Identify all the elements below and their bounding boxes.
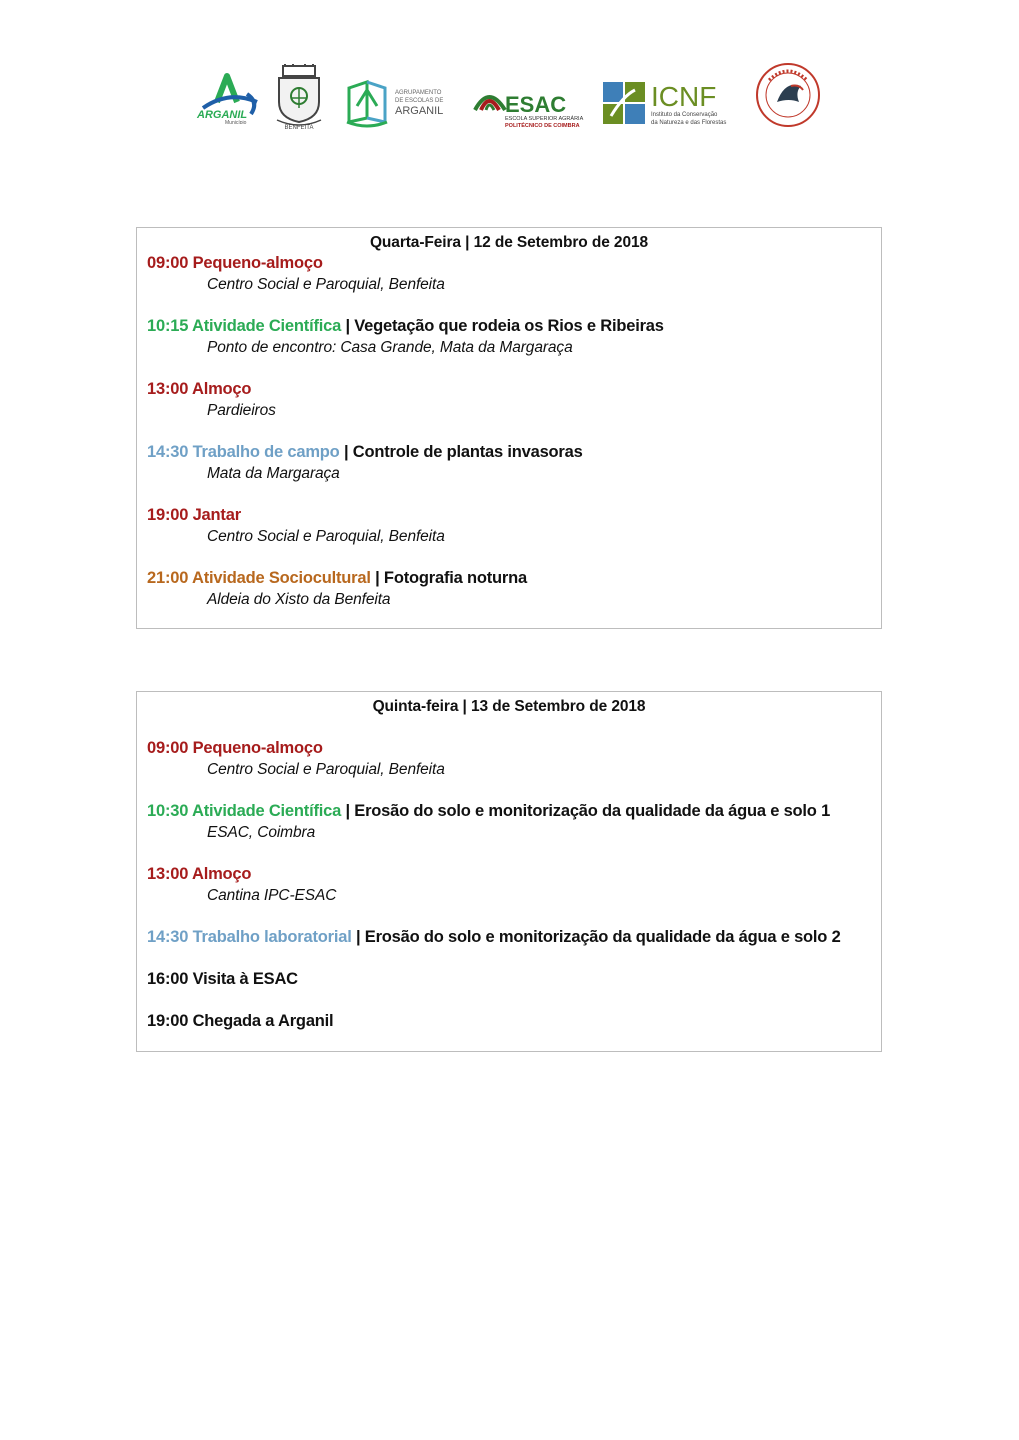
event-detail: | Vegetação que rodeia os Rios e Ribeiras bbox=[341, 317, 664, 335]
event-location: Mata da Margaraça bbox=[207, 465, 340, 482]
benfeita-crest-logo bbox=[273, 64, 325, 130]
esac-logo bbox=[471, 78, 589, 130]
icnf-logo bbox=[601, 76, 741, 130]
agrupamento-logo bbox=[345, 78, 457, 130]
event-item bbox=[147, 927, 881, 948]
event-time-label: 19:00 Chegada a Arganil bbox=[147, 1012, 334, 1030]
esac-logo-name: ESAC bbox=[505, 92, 567, 117]
event-list bbox=[137, 253, 881, 610]
event-time-label: 14:30 Trabalho laboratorial bbox=[147, 928, 352, 946]
agrupamento-line1: AGRUPAMENTO bbox=[395, 90, 442, 96]
arganil-logo-text: ARGANIL bbox=[197, 109, 248, 121]
day-schedule-box bbox=[136, 227, 882, 629]
agrupamento-line2: DE ESCOLAS DE bbox=[395, 98, 444, 104]
icnf-logo-name: ICNF bbox=[651, 81, 717, 112]
agrupamento-line3: ARGANIL bbox=[395, 105, 444, 117]
event-item bbox=[147, 442, 881, 484]
event-time-label: 21:00 Atividade Sociocultural bbox=[147, 569, 371, 587]
event-location: Pardieiros bbox=[207, 402, 276, 419]
event-time-label: 10:30 Atividade Científica bbox=[147, 802, 342, 820]
event-detail: | Erosão do solo e monitorização da qualidade da água e solo 1 bbox=[341, 802, 831, 820]
event-item bbox=[147, 738, 881, 780]
event-detail: | Fotografia noturna bbox=[370, 569, 527, 587]
event-item bbox=[147, 316, 881, 358]
event-item bbox=[147, 1011, 881, 1032]
event-location: Aldeia do Xisto da Benfeita bbox=[207, 591, 391, 608]
crest-logo-text: BENFEITA bbox=[284, 125, 314, 130]
event-location: ESAC, Coimbra bbox=[207, 824, 316, 841]
icnf-logo-line2: da Natureza e das Florestas bbox=[651, 120, 727, 126]
event-detail: | Erosão do solo e monitorização da qualidade da água e solo 2 bbox=[351, 928, 841, 946]
event-item bbox=[147, 379, 881, 421]
event-location: Centro Social e Paroquial, Benfeita bbox=[207, 761, 445, 778]
arganil-logo bbox=[195, 72, 263, 124]
event-time-label: 13:00 Almoço bbox=[147, 865, 252, 883]
event-item bbox=[147, 864, 881, 906]
event-item bbox=[147, 969, 881, 990]
event-time-label: 09:00 Pequeno-almoço bbox=[147, 739, 323, 757]
event-location: Centro Social e Paroquial, Benfeita bbox=[207, 276, 445, 293]
event-location: Ponto de encontro: Casa Grande, Mata da Margaraça bbox=[207, 339, 573, 356]
event-list bbox=[137, 738, 881, 1032]
partner-logos bbox=[195, 60, 825, 140]
icnf-logo-line1: Instituto da Conservação bbox=[651, 112, 718, 118]
arganil-logo-sub: Município bbox=[225, 120, 247, 124]
event-time-label: 16:00 Visita à ESAC bbox=[147, 970, 298, 988]
paisagem-protegida-seal-logo bbox=[755, 62, 821, 128]
event-time-label: 13:00 Almoço bbox=[147, 380, 252, 398]
event-time-label: 09:00 Pequeno-almoço bbox=[147, 254, 323, 272]
event-location: Centro Social e Paroquial, Benfeita bbox=[207, 528, 445, 545]
event-item bbox=[147, 568, 881, 610]
event-time-label: 14:30 Trabalho de campo bbox=[147, 443, 340, 461]
event-item bbox=[147, 505, 881, 547]
esac-logo-line2: POLITÉCNICO DE COIMBRA bbox=[505, 123, 580, 129]
event-location: Cantina IPC-ESAC bbox=[207, 887, 337, 904]
event-time-label: 19:00 Jantar bbox=[147, 506, 241, 524]
event-detail: | Controle de plantas invasoras bbox=[339, 443, 583, 461]
day-title: Quarta-Feira | 12 de Setembro de 2018 bbox=[369, 234, 649, 251]
event-item bbox=[147, 253, 881, 295]
event-time-label: 10:15 Atividade Científica bbox=[147, 317, 342, 335]
day-title: Quinta-feira | 13 de Setembro de 2018 bbox=[372, 698, 646, 715]
event-item bbox=[147, 801, 881, 843]
day-schedule-box bbox=[136, 691, 882, 1052]
esac-logo-line1: ESCOLA SUPERIOR AGRÁRIA bbox=[505, 116, 584, 122]
